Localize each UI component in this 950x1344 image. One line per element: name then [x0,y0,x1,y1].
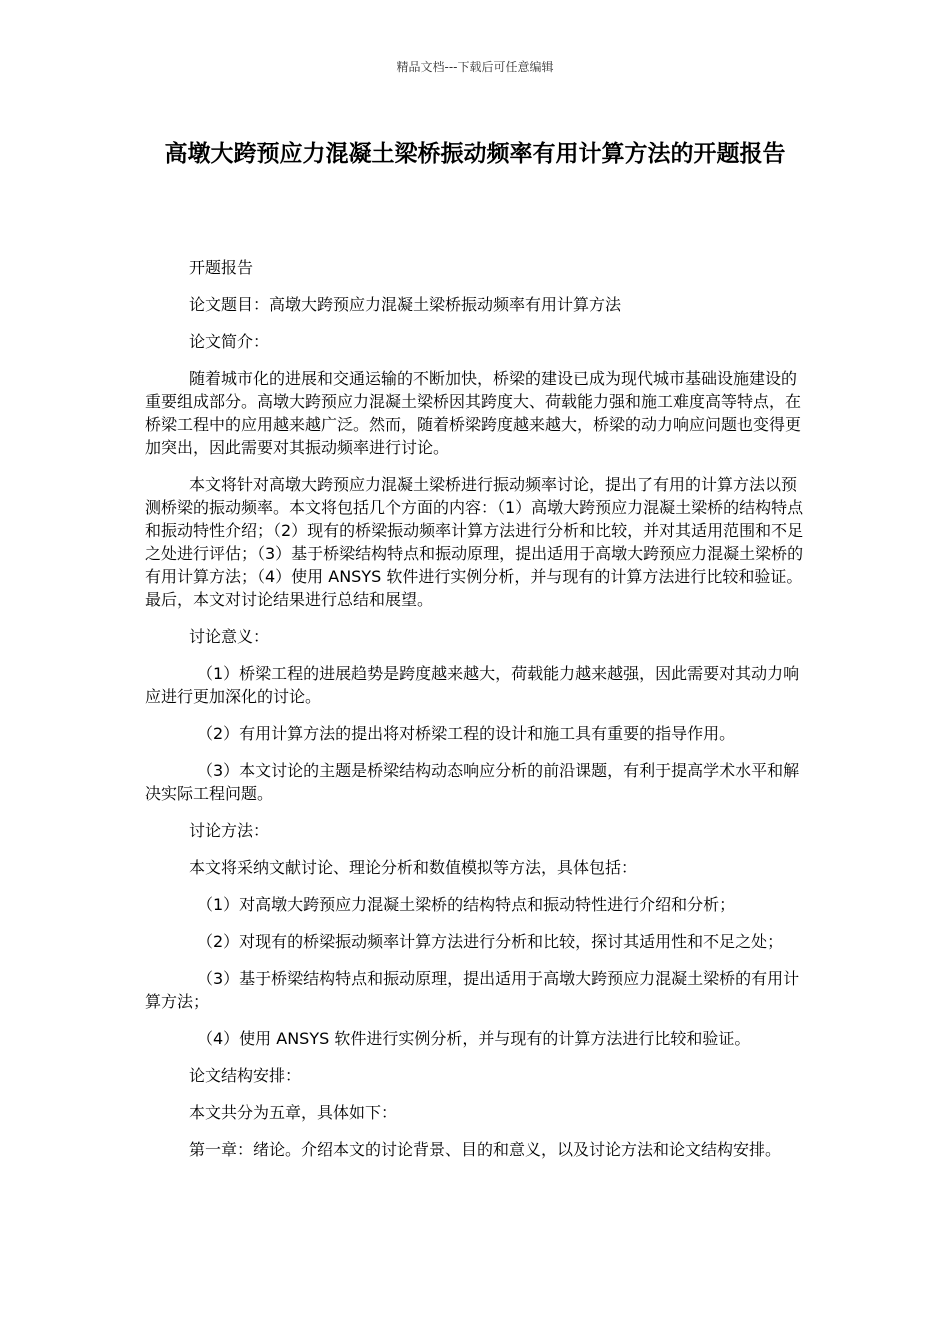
section-heading-significance: 讨论意义： [189,627,270,646]
section-heading-methods: 讨论方法： [189,821,270,840]
document-title: 高墩大跨预应力混凝土梁桥振动频率有用计算方法的开题报告 [164,141,786,167]
section-heading-intro: 论文简介： [189,332,270,351]
intro-paragraph-2: 本文将针对高墩大跨预应力混凝土梁桥进行振动频率讨论，提出了有用的计算方法以预测桥梁的振动频率。本文将包括几个方面的内容：（1）高墩大跨预应力混凝土梁桥的结构特点和振动特性介绍；（2）现有的桥梁振动频率计算方法进行分析和比较，并对其适用范围和不足之处进行评估；（3）基于桥梁结构特点和振动原理，提出适用于高墩大跨预应力混凝土梁桥的有用计算方法；（4）使用 ANSYS 软件进行实例分析，并与现有的计算方法进行比较和验证。最后，本文对讨论结果进行总结和展望。 [145,475,804,609]
structure-intro: 本文共分为五章，具体如下： [189,1103,398,1122]
significance-item-2: （2）有用计算方法的提出将对桥梁工程的设计和施工具有重要的指导作用。 [197,724,736,743]
methods-intro: 本文将采纳文献讨论、理论分析和数值模拟等方法，具体包括： [189,858,638,877]
page-header: 精品文档---下载后可任意编辑 [396,60,554,74]
significance-item-3: （3）本文讨论的主题是桥梁结构动态响应分析的前沿课题，有利于提高学术水平和解决实际工程问题。 [145,761,800,803]
methods-item-1: （1）对高墩大跨预应力混凝土梁桥的结构特点和振动特性进行介绍和分析； [197,895,736,914]
thesis-title-line: 论文题目：高墩大跨预应力混凝土梁桥振动频率有用计算方法 [189,295,622,314]
structure-chapter-1: 第一章：绪论。介绍本文的讨论背景、目的和意义，以及讨论方法和论文结构安排。 [189,1140,782,1159]
section-label-proposal: 开题报告 [189,258,254,277]
document-body [145,256,810,1175]
methods-item-4: （4）使用 ANSYS 软件进行实例分析，并与现有的计算方法进行比较和验证。 [197,1029,751,1048]
methods-item-3: （3）基于桥梁结构特点和振动原理，提出适用于高墩大跨预应力混凝土梁桥的有用计算方法； [145,969,800,1011]
significance-item-1: （1）桥梁工程的进展趋势是跨度越来越大，荷载能力越来越强，因此需要对其动力响应进行更加深化的讨论。 [145,664,800,706]
section-heading-structure: 论文结构安排： [189,1066,302,1085]
methods-item-2: （2）对现有的桥梁振动频率计算方法进行分析和比较，探讨其适用性和不足之处； [197,932,784,951]
intro-paragraph-1: 随着城市化的进展和交通运输的不断加快，桥梁的建设已成为现代城市基础设施建设的重要组成部分。高墩大跨预应力混凝土梁桥因其跨度大、荷载能力强和施工难度高等特点，在桥梁工程中的应用越来越广泛。然而，随着桥梁跨度越来越大，桥梁的动力响应问题也变得更加突出，因此需要对其振动频率进行讨论。 [145,369,802,457]
